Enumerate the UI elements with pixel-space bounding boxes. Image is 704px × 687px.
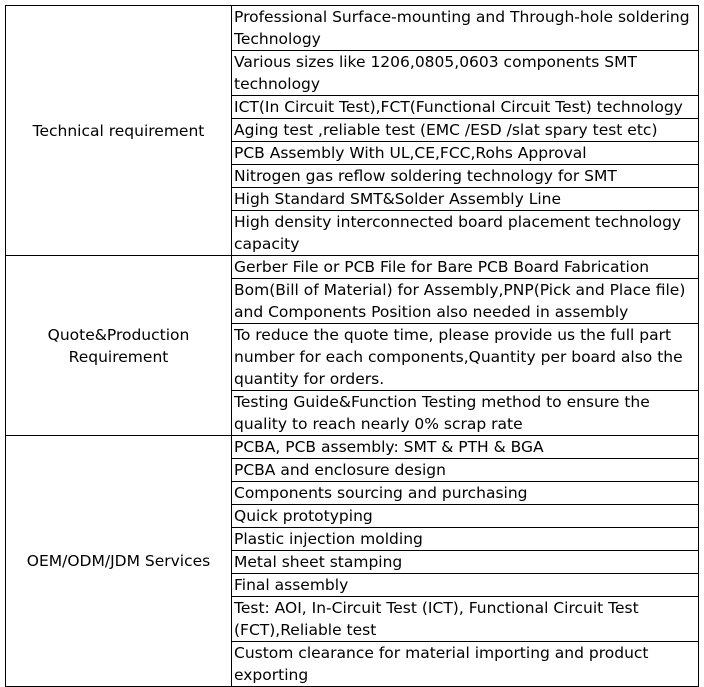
category-label: Quote&Production xyxy=(47,325,190,344)
item-cell: PCBA and enclosure design xyxy=(232,459,699,482)
category-label: Requirement xyxy=(68,347,169,366)
item-cell: PCB Assembly With UL,CE,FCC,Rohs Approval xyxy=(232,142,699,165)
item-cell: Components sourcing and purchasing xyxy=(232,482,699,505)
table-row xyxy=(6,6,699,51)
category-cell xyxy=(6,256,232,436)
item-cell: Gerber File or PCB File for Bare PCB Board Fabrication xyxy=(232,256,699,279)
spec-table-body xyxy=(6,6,699,687)
item-cell: Test: AOI, In-Circuit Test (ICT), Functional Circuit Test (FCT),Reliable test xyxy=(232,597,699,642)
item-cell: Quick prototyping xyxy=(232,505,699,528)
category-cell xyxy=(6,436,232,687)
item-cell: Final assembly xyxy=(232,574,699,597)
item-cell: High density interconnected board placement technology capacity xyxy=(232,211,699,256)
item-cell: To reduce the quote time, please provide us the full part number for each components,Quantity per board also the quantity for orders. xyxy=(232,324,699,391)
category-cell xyxy=(6,6,232,256)
item-cell: Professional Surface-mounting and Through-hole soldering Technology xyxy=(232,6,699,51)
item-cell: High Standard SMT&Solder Assembly Line xyxy=(232,188,699,211)
category-label: Technical requirement xyxy=(32,121,205,140)
item-cell: Metal sheet stamping xyxy=(232,551,699,574)
item-cell: Custom clearance for material importing and product exporting xyxy=(232,642,699,687)
item-cell: Various sizes like 1206,0805,0603 components SMT technology xyxy=(232,51,699,96)
item-cell: Aging test ,reliable test (EMC /ESD /slat spary test etc) xyxy=(232,119,699,142)
item-cell: PCBA, PCB assembly: SMT & PTH & BGA xyxy=(232,436,699,459)
table-row xyxy=(6,256,699,279)
item-cell: Nitrogen gas reflow soldering technology for SMT xyxy=(232,165,699,188)
item-cell: ICT(In Circuit Test),FCT(Functional Circuit Test) technology xyxy=(232,96,699,119)
category-label: OEM/ODM/JDM Services xyxy=(26,552,211,570)
item-cell: Testing Guide&Function Testing method to ensure the quality to reach nearly 0% scrap rate xyxy=(232,391,699,436)
item-cell: Plastic injection molding xyxy=(232,528,699,551)
spec-table xyxy=(5,5,699,687)
item-cell: Bom(Bill of Material) for Assembly,PNP(Pick and Place file) and Components Position also needed in assembly xyxy=(232,279,699,324)
table-row xyxy=(6,436,699,459)
